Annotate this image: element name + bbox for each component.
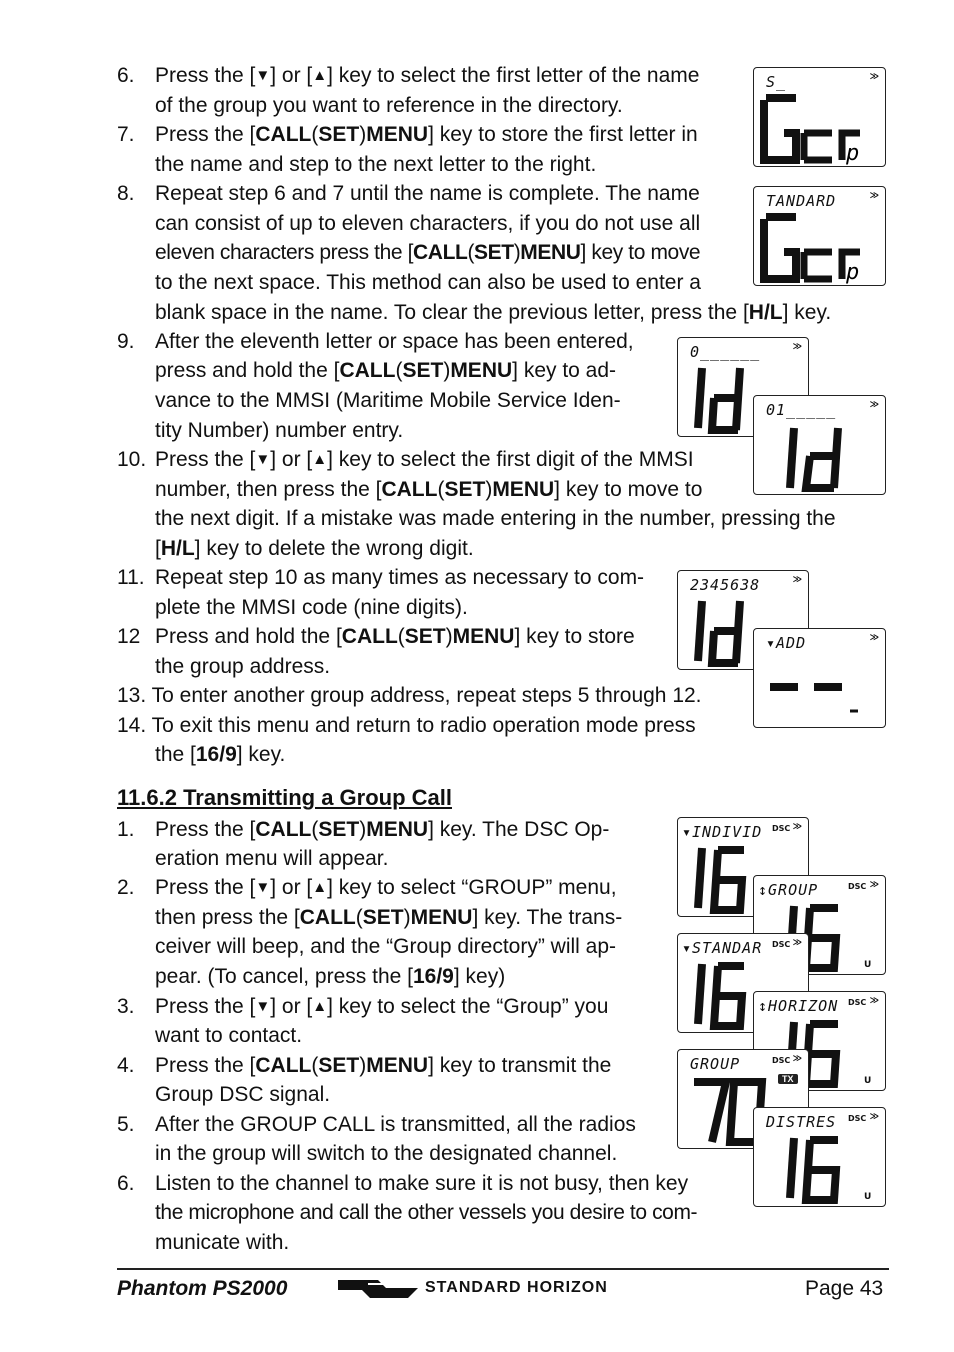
step-13: 13. To enter another group address, repeat steps 5 through 12.: [117, 684, 702, 707]
lcd-display-add: ▾ADD ≫: [753, 628, 886, 728]
brand-name: STANDARD HORIZON: [425, 1279, 608, 1296]
lcd-display-horizon: ↕HORIZON DSC ≫ U: [753, 991, 886, 1091]
page-number: Page 43: [805, 1277, 884, 1300]
svg-text:p: p: [846, 260, 860, 285]
svg-text:p: p: [846, 141, 860, 166]
lcd-display-id-digit: 01_____ ≫: [753, 395, 886, 495]
lcd-display-id-mmsi: 2345638 ≫: [677, 570, 809, 670]
tx-badge: TX: [778, 1074, 798, 1084]
brand-logo-icon: [338, 1276, 420, 1300]
lcd-display-id-empty: 0______ ≫: [677, 337, 809, 437]
lcd-display-group-tx: GROUP DSC ≫ TX: [677, 1049, 809, 1149]
lcd-display-distres: DISTRES DSC ≫ U: [753, 1107, 886, 1207]
lcd-display-individ: ▾INDIVID DSC ≫: [677, 817, 809, 917]
lcd-display-name-entry: S_ ≫ p: [753, 67, 886, 167]
footer-divider: [117, 1268, 889, 1270]
lcd-display-group: ↕GROUP DSC ≫ U: [753, 875, 886, 975]
signal-icon: ≫: [869, 72, 879, 82]
lcd-display-name-complete: TANDARD ≫ p: [753, 186, 886, 286]
footer-model-name: Phantom PS2000: [117, 1277, 288, 1300]
step-6-line-1: Press the [▼] or [▲] key to select the first letter of the name: [155, 64, 700, 87]
lcd-grp-segments: [754, 68, 884, 166]
section-heading: 11.6.2 Transmitting a Group Call: [117, 785, 452, 810]
signal-icon: ≫: [869, 191, 879, 201]
lcd-display-standar: ▾STANDAR DSC ≫: [677, 933, 809, 1033]
